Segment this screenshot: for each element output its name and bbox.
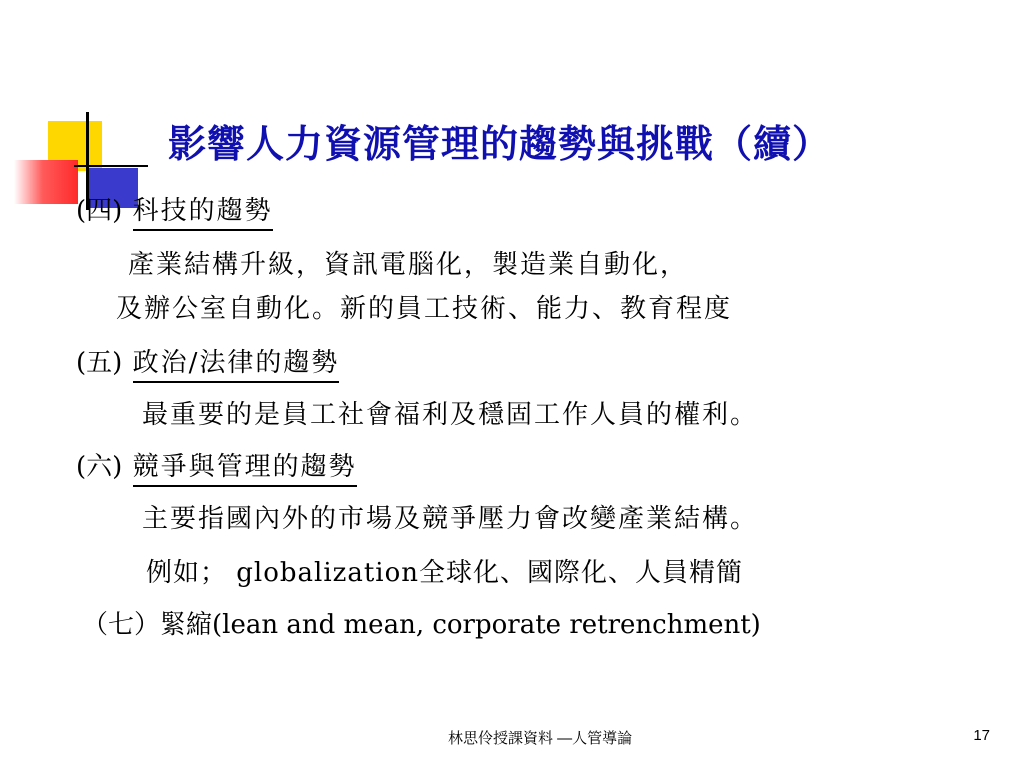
section-four-heading-line: [76, 198, 273, 224]
section-six-line-2: 例如； globalization全球化、國際化、人員精簡: [146, 558, 744, 588]
slide-title: 影響人力資源管理的趨勢與挑戰（續）: [168, 121, 832, 166]
section-four-line-2: 及辦公室自動化。新的員工技術、能力、教育程度: [116, 294, 733, 324]
section-five-heading: 政治/法律的趨勢: [133, 348, 340, 383]
section-six-heading: 競爭與管理的趨勢: [133, 452, 357, 487]
footer-text: 林思伶授課資料 —人管導論: [448, 730, 633, 747]
section-four-line-1: 產業結構升級，資訊電腦化，製造業自動化，: [128, 250, 689, 280]
decor-red-gradient-block: [14, 160, 78, 204]
section-five-heading-line: [76, 350, 339, 376]
page-number: 17: [973, 727, 990, 744]
decor-horizontal-line: [74, 165, 148, 167]
section-seven-label: （七）: [82, 610, 161, 640]
section-seven-text: 緊縮(lean and mean, corporate retrenchment): [160, 610, 761, 640]
section-six-line-1: 主要指國內外的市場及競爭壓力會改變產業結構。: [142, 504, 759, 534]
section-five-line-1: 最重要的是員工社會福利及穩固工作人員的權利。: [142, 400, 759, 430]
section-six-label: (六): [76, 452, 123, 482]
section-four-label: (四): [76, 196, 123, 226]
section-seven-line: [82, 612, 761, 638]
section-six-heading-line: [76, 454, 357, 480]
section-four-heading: 科技的趨勢: [133, 196, 273, 231]
section-five-label: (五): [76, 348, 123, 378]
